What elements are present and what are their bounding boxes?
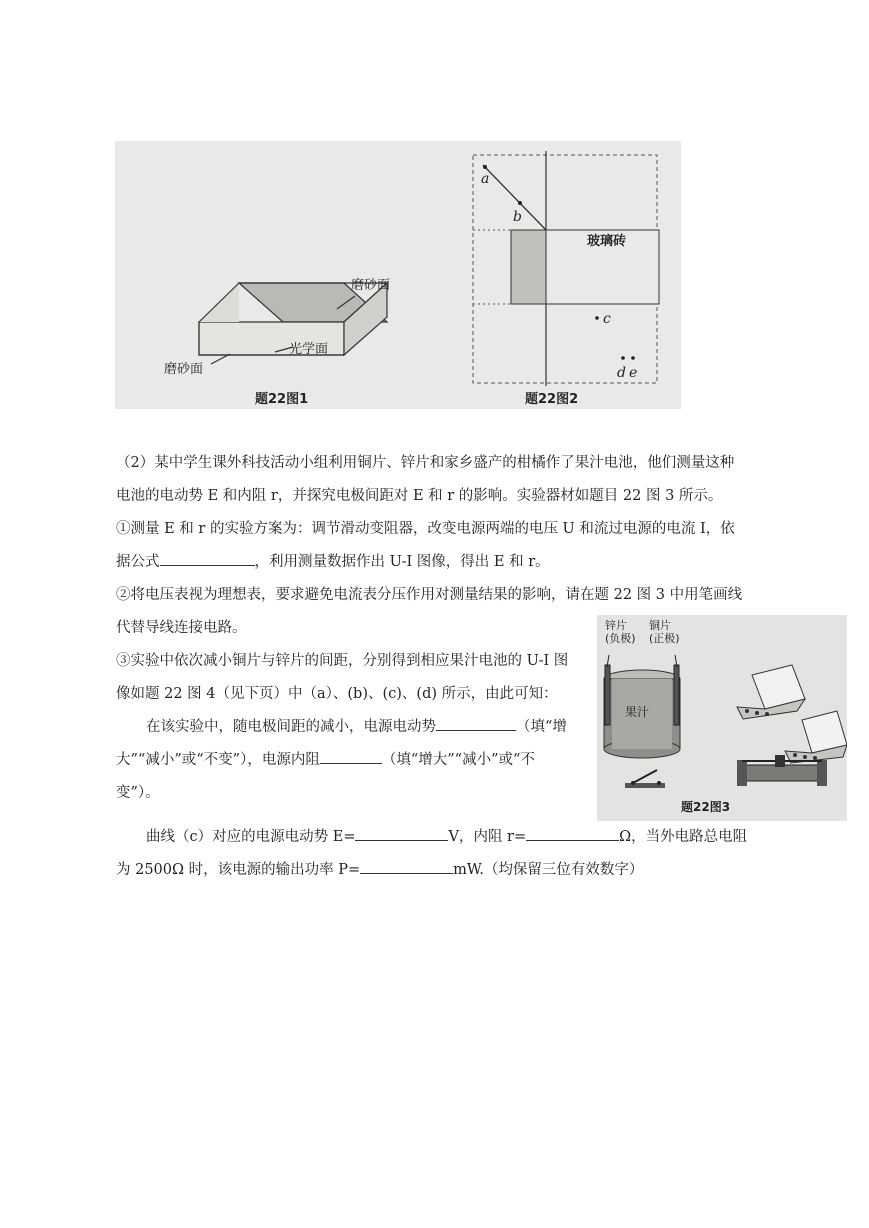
- internal-r-blank[interactable]: [526, 826, 619, 841]
- fig1-label-bottom: 磨砂面: [164, 362, 204, 377]
- paragraph-line-2: 电池的电动势 E 和内阻 r，并探究电极间距对 E 和 r 的影响。实验器材如题目 22 图 3 所示。: [116, 488, 723, 504]
- copper-label: 铜片: [649, 619, 671, 632]
- paragraph-line-7: ③实验中依次减小铜片与锌片的间距，分别得到相应果汁电池的 U-I 图: [116, 653, 569, 669]
- fig3-caption: 题22图3: [681, 800, 731, 814]
- paragraph-line-9: [146, 711, 586, 744]
- resistance-change-blank[interactable]: [320, 749, 382, 764]
- figure-22-1-and-2: [115, 141, 681, 409]
- resistance-question: 大”“减小”或“不变”），电源内阻: [116, 752, 320, 768]
- fig1-label-top: 磨砂面: [351, 278, 391, 293]
- copper-sub: (正极): [649, 632, 680, 645]
- power-blank[interactable]: [360, 859, 453, 874]
- fig2-point-c: c: [603, 311, 611, 327]
- emf-value-blank[interactable]: [355, 826, 448, 841]
- paragraph-line-13: [116, 854, 776, 887]
- zinc-sub: (负极): [605, 632, 636, 645]
- paragraph-line-5: ②将电压表视为理想表，要求避免电流表分压作用对测量结果的影响，请在题 22 图 3 中用笔画线: [116, 587, 743, 603]
- emf-hint: （填“增: [516, 719, 567, 735]
- power-suffix: mW.（均保留三位有效数字）: [453, 862, 644, 878]
- external-r-text: Ω，当外电路总电阻: [619, 829, 748, 845]
- power-prefix: 为 2500Ω 时，该电源的输出功率 P=: [116, 862, 361, 878]
- fig2-point-b: b: [513, 209, 522, 225]
- emf-question: 在该实验中，随电极间距的减小，电源电动势: [146, 719, 436, 735]
- formula-blank[interactable]: [160, 551, 255, 566]
- fig2-point-d: d: [617, 365, 626, 381]
- paragraph-line-8: 像如题 22 图 4（见下页）中（a）、(b)、(c)、(d) 所示，由此可知：: [116, 686, 558, 702]
- formula-suffix: ，利用测量数据作出 U-I 图像，得出 E 和 r。: [254, 554, 550, 570]
- zinc-label: 锌片: [605, 619, 627, 632]
- juice-label: 果汁: [625, 705, 650, 719]
- copper-electrode-label: [649, 619, 680, 645]
- ammeter: [785, 711, 847, 763]
- paragraph-line-6: 代替导线连接电路。: [116, 620, 247, 636]
- fig2-point-e: e: [629, 365, 638, 381]
- fig2-glass-label: 玻璃砖: [587, 234, 627, 249]
- fig2-diagram: [473, 151, 659, 386]
- formula-prefix: 据公式: [116, 554, 160, 570]
- internal-r-prefix: V，内阻 r=: [448, 829, 527, 845]
- fig2-point-a: a: [481, 171, 490, 187]
- paragraph-line-11: 变”）。: [116, 785, 160, 801]
- zinc-electrode-label: [605, 619, 636, 645]
- voltmeter: [737, 665, 805, 719]
- paragraph-line-4: [116, 546, 776, 579]
- figure-22-3: [597, 615, 847, 821]
- emf-change-blank[interactable]: [436, 716, 516, 731]
- emf-value-prefix: 曲线（c）对应的电源电动势 E=: [146, 829, 356, 845]
- fig1-caption: 题22图1: [255, 392, 309, 407]
- fig1-label-front: 光学面: [289, 342, 329, 357]
- paragraph-line-3: ①测量 E 和 r 的实验方案为：调节滑动变阻器，改变电源两端的电压 U 和流过电源的电流 I，依: [116, 521, 735, 537]
- paragraph-line-10: [116, 744, 596, 777]
- paragraph-line-12: [146, 821, 786, 854]
- switch: [625, 770, 665, 788]
- resistance-hint: （填“增大”“减小”或“不: [381, 752, 535, 768]
- paragraph-line-1: （2）某中学生课外科技活动小组利用铜片、锌片和家乡盛产的柑橘作了果汁电池，他们测量这种: [116, 455, 735, 471]
- fig2-caption: 题22图2: [525, 392, 579, 407]
